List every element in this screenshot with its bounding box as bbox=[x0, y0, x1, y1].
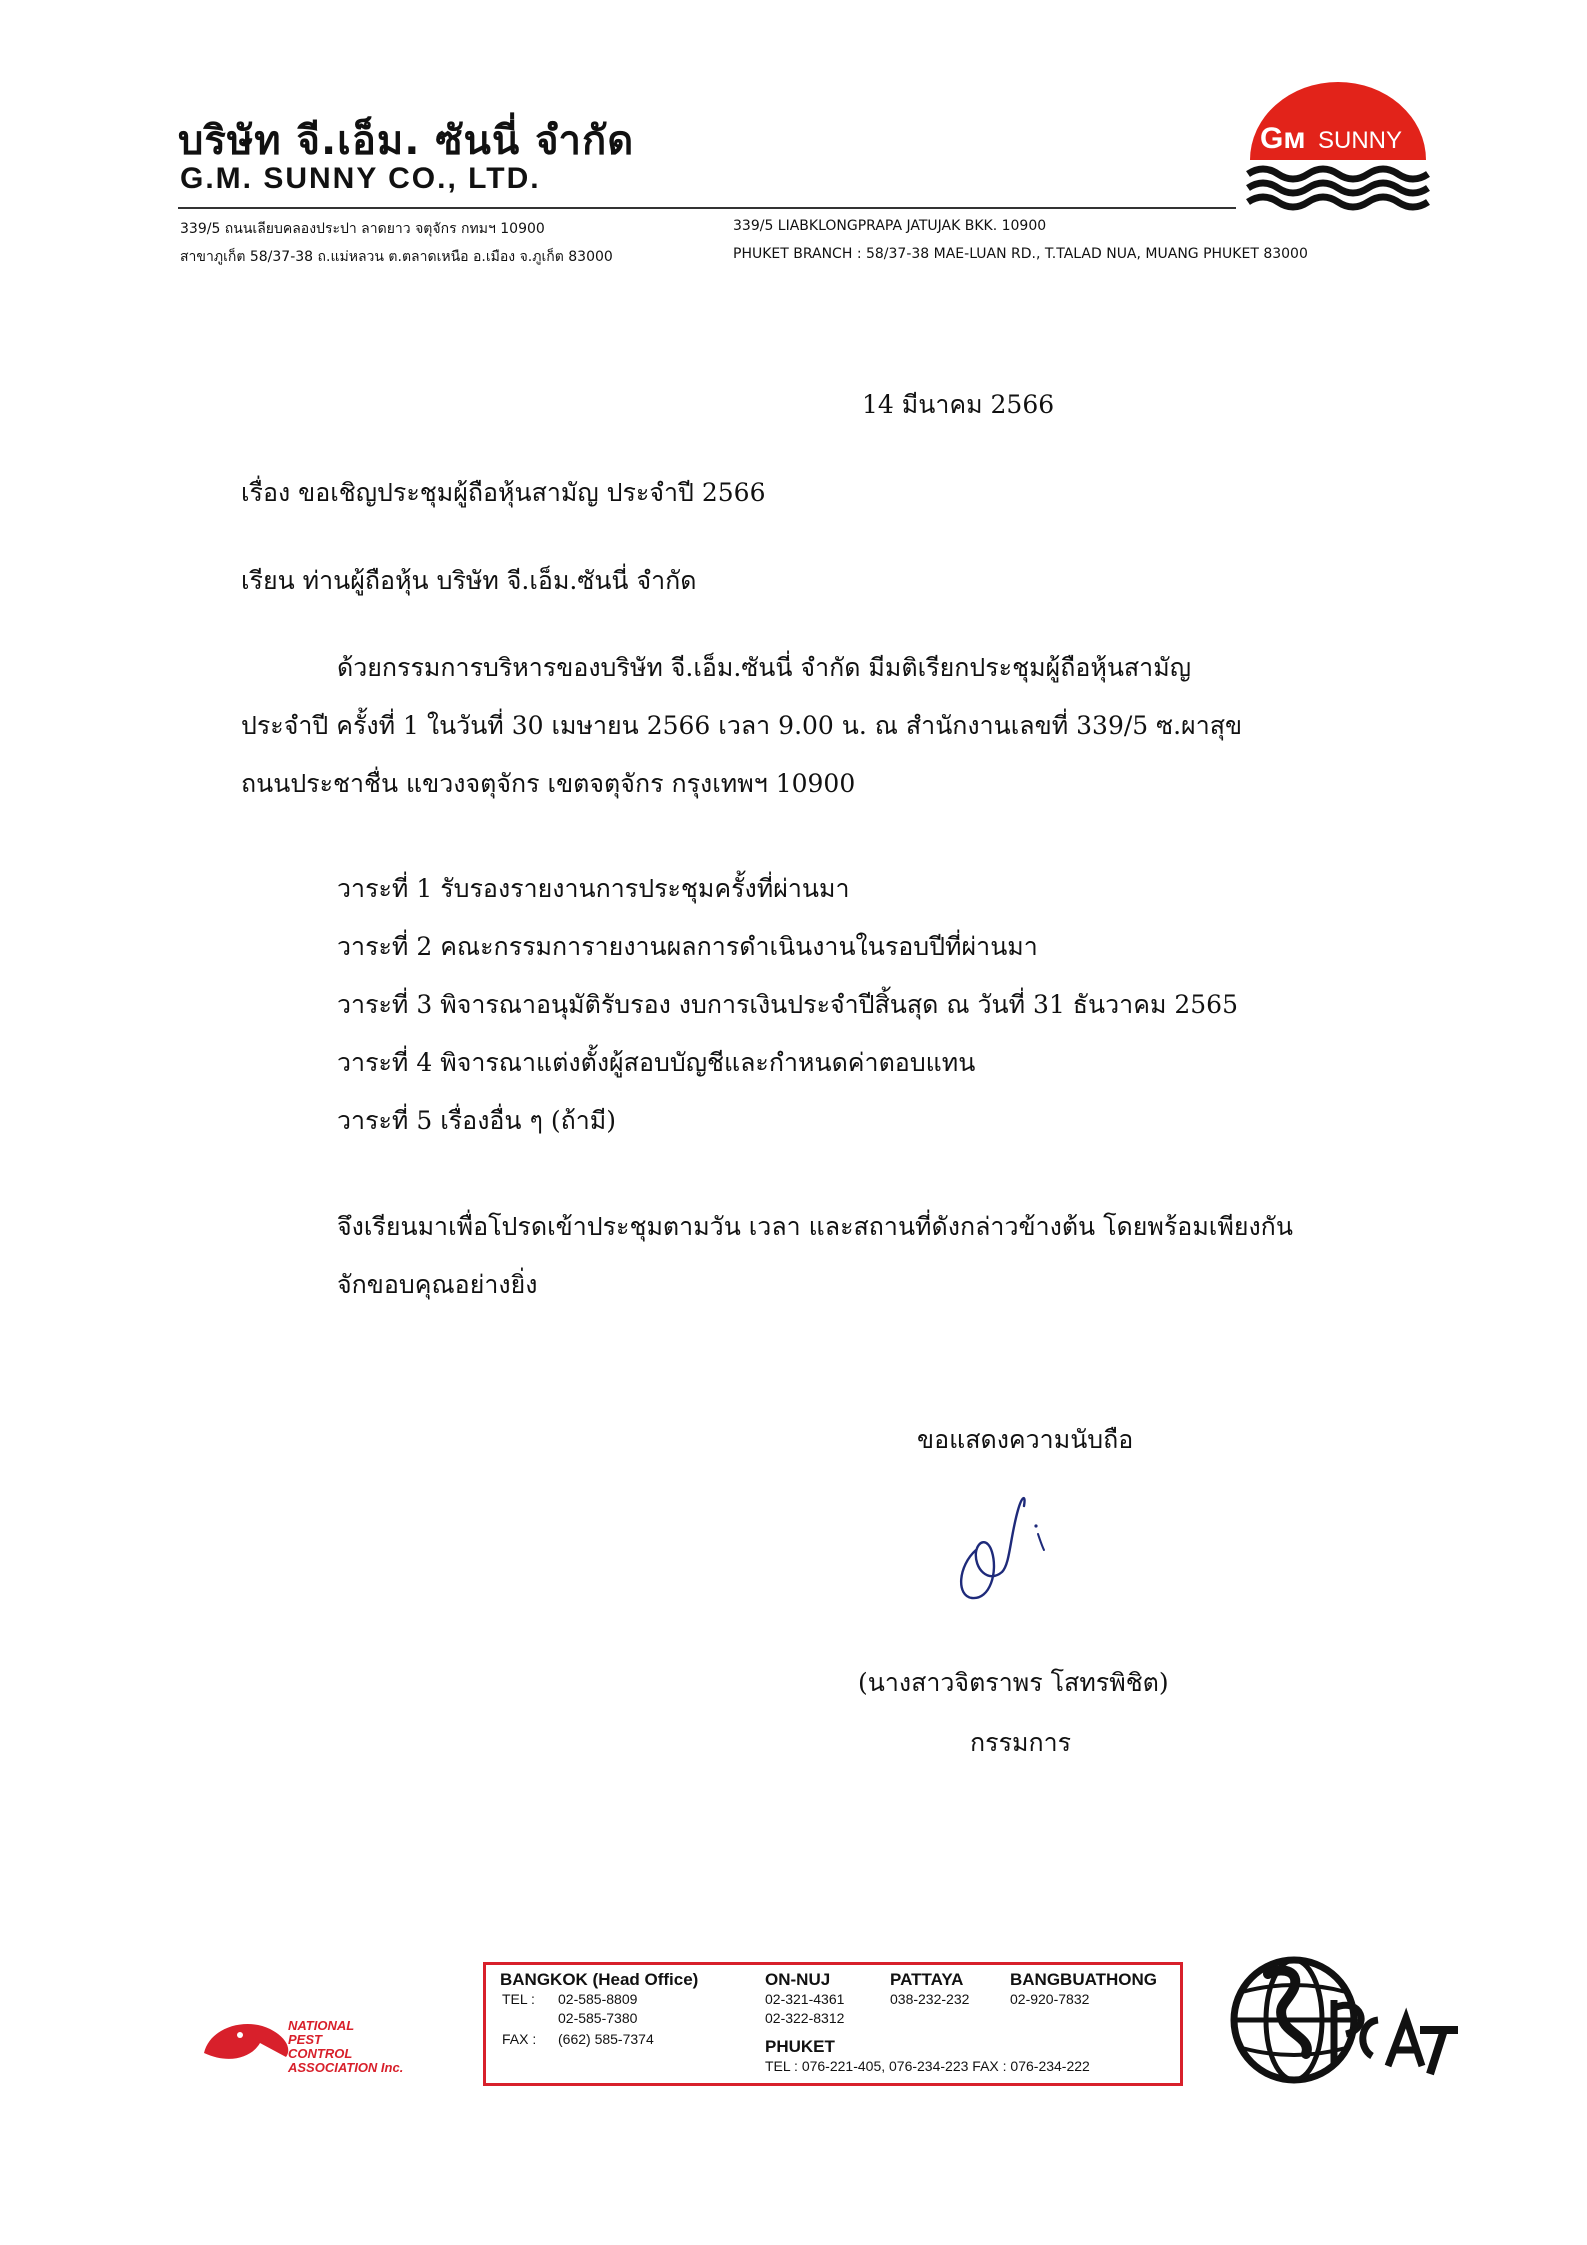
letter-date: 14 มีนาคม 2566 bbox=[862, 390, 1055, 419]
closing-line-2: จักขอบคุณอย่างยิ่ง bbox=[337, 1270, 538, 1299]
logo-gm-text: Gм bbox=[1260, 122, 1306, 155]
address-thai-phuket-branch: สาขาภูเก็ต 58/37-38 ถ.แม่หลวน ต.ตลาดเหนือ อ.เมือง จ.ภูเก็ต 83000 bbox=[180, 249, 613, 265]
agenda-item-5: วาระที่ 5 เรื่องอื่น ๆ (ถ้ามี) bbox=[337, 1106, 616, 1135]
onnuj-tel-2: 02-322-8312 bbox=[765, 2010, 845, 2026]
logo-sunny-text: SUNNY bbox=[1318, 127, 1403, 154]
bangbuathong-heading: BANGBUATHONG bbox=[1010, 1970, 1158, 1989]
letter-recipient: เรียน ท่านผู้ถือหุ้น บริษัท จี.เอ็ม.ซันนี่ จำกัด bbox=[241, 566, 697, 595]
onnuj-tel-1: 02-321-4361 bbox=[765, 1991, 845, 2007]
bangkok-tel-2: 02-585-7380 bbox=[558, 2010, 638, 2026]
onnuj-heading: ON-NUJ bbox=[765, 1970, 831, 1989]
bangkok-tel-label: TEL : bbox=[502, 1991, 535, 2007]
body-line-3: ถนนประชาชื่น แขวงจตุจักร เขตจตุจักร กรุงเทพฯ 10900 bbox=[241, 769, 856, 798]
address-english-phuket-branch: PHUKET BRANCH : 58/37-38 MAE-LUAN RD., T.TALAD NUA, MUANG PHUKET 83000 bbox=[733, 246, 1308, 262]
gm-sunny-logo bbox=[1238, 82, 1438, 212]
letter-subject: เรื่อง ขอเชิญประชุมผู้ถือหุ้นสามัญ ประจำปี 2566 bbox=[241, 478, 766, 507]
npca-logo bbox=[200, 2005, 470, 2085]
regards: ขอแสดงความนับถือ bbox=[917, 1425, 1134, 1454]
npca-line-4: ASSOCIATION Inc. bbox=[288, 2060, 404, 2075]
address-english-head-office: 339/5 LIABKLONGPRAPA JATUJAK BKK. 10900 bbox=[733, 218, 1047, 234]
agenda-item-3: วาระที่ 3 พิจารณาอนุมัติรับรอง งบการเงินประจำปีสิ้นสุด ณ วันที่ 31 ธันวาคม 2565 bbox=[337, 990, 1238, 1019]
bangkok-tel-1: 02-585-8809 bbox=[558, 1991, 638, 2007]
pattaya-heading: PATTAYA bbox=[890, 1970, 964, 1989]
signatory-name: (นางสาวจิตราพร โสทรพิชิต) bbox=[858, 1668, 1169, 1697]
body-line-1: ด้วยกรรมการบริหารของบริษัท จี.เอ็ม.ซันนี่ จำกัด มีมติเรียกประชุมผู้ถือหุ้นสามัญ bbox=[337, 653, 1192, 682]
npca-line-1: NATIONAL bbox=[288, 2018, 355, 2033]
npca-line-3: CONTROL bbox=[288, 2046, 353, 2061]
body-line-2: ประจำปี ครั้งที่ 1 ในวันที่ 30 เมษายน 2566 เวลา 9.00 น. ณ สำนักงานเลขที่ 339/5 ซ.ผาสุข bbox=[241, 711, 1243, 740]
handwritten-signature bbox=[948, 1488, 1058, 1606]
address-thai-head-office: 339/5 ถนนเลียบคลองประปา ลาดยาว จตุจักร กทมฯ 10900 bbox=[180, 221, 545, 237]
npca-line-2: PEST bbox=[288, 2032, 322, 2047]
agenda-item-4: วาระที่ 4 พิจารณาแต่งตั้งผู้สอบบัญชีและกำหนดค่าตอบแทน bbox=[337, 1048, 976, 1077]
signatory-title: กรรมการ bbox=[970, 1728, 1072, 1757]
agenda-item-1: วาระที่ 1 รับรองรายงานการประชุมครั้งที่ผ่านมา bbox=[337, 874, 850, 903]
closing-line-1: จึงเรียนมาเพื่อโปรดเข้าประชุมตามวัน เวลา และสถานที่ดังกล่าวข้างต้น โดยพร้อมเพียงกัน bbox=[337, 1212, 1293, 1241]
phuket-contact: TEL : 076-221-405, 076-234-223 FAX : 076-234-222 bbox=[765, 2058, 1090, 2074]
bangbuathong-tel: 02-920-7832 bbox=[1010, 1991, 1090, 2007]
phuket-heading: PHUKET bbox=[765, 2037, 835, 2056]
bangkok-heading: BANGKOK (Head Office) bbox=[500, 1970, 699, 1989]
company-name-english: G.M. SUNNY CO., LTD. bbox=[180, 162, 541, 195]
agenda-item-2: วาระที่ 2 คณะกรรมการายงานผลการดำเนินงานในรอบปีที่ผ่านมา bbox=[337, 932, 1038, 961]
bangkok-fax: (662) 585-7374 bbox=[558, 2031, 654, 2047]
bangkok-fax-label: FAX : bbox=[502, 2031, 537, 2047]
company-name-thai: บริษัท จี.เอ็ม. ซันนี่ จำกัด bbox=[178, 118, 635, 164]
letterhead-divider bbox=[178, 207, 1236, 209]
pattaya-tel: 038-232-232 bbox=[890, 1991, 970, 2007]
association-globe-logo bbox=[1222, 1948, 1467, 2088]
